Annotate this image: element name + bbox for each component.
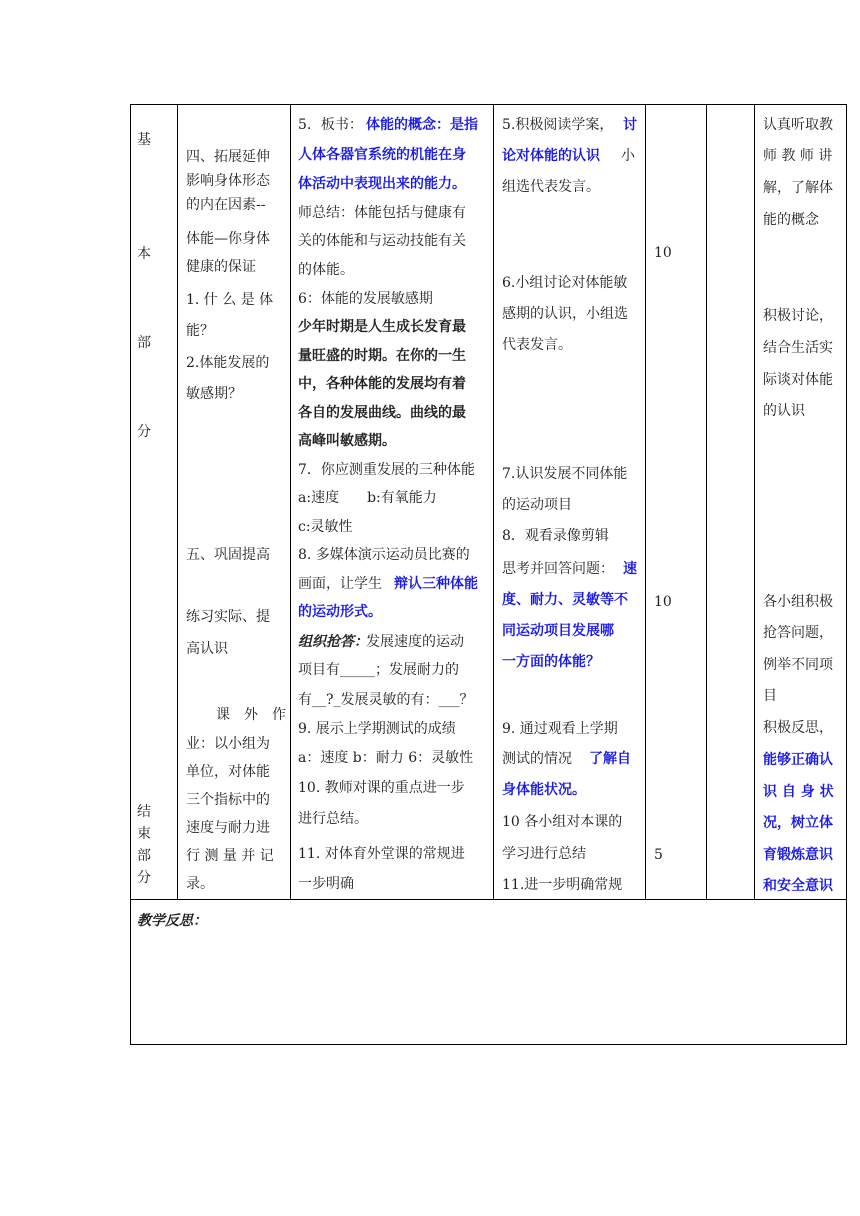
student-item8-highlight: 同运动项目发展哪 [502,623,614,639]
col-divider-5 [706,104,707,900]
student-item8-highlight: 速 [623,561,637,577]
section-char: 基 [137,132,151,148]
outcome-line: 能的概念 [763,212,819,228]
item6-text: 中，各种体能的发展均有着 [298,376,466,392]
homework-line: 速度与耐力进 [186,820,270,836]
outcome-highlight: 识 自 身 状 [763,784,834,800]
item7-text: 7．你应测重发展的三种体能 [298,462,475,478]
student-item5-highlight: 论对体能的认识 [502,148,600,164]
outcome-line: 的认识 [763,403,805,419]
item8-text: 8. 多媒体演示运动员比赛的 [298,547,470,563]
teacher-summary: 关的体能和与运动技能有关 [298,233,466,249]
item10-text: 进行总结。 [298,811,368,827]
student-item8: 思考并回答问题： [502,561,614,577]
item6-title: 6：体能的发展敏感期 [298,291,433,307]
student-item6: 代表发言。 [502,337,572,353]
section-char: 部 [137,848,151,864]
item10-text: 10. 教师对课的重点进一步 [298,780,465,796]
section-char: 部 [137,335,151,351]
outcome-highlight: 能够正确认 [763,752,833,768]
outcome-line: 抢答问题， [763,625,833,641]
item8-highlight: 的运动形式。 [298,604,382,620]
student-item8-highlight: 一方面的体能？ [502,654,600,670]
outcome-line: 解，了解体 [763,180,833,196]
student-item10: 10 各小组对本课的 [502,814,623,830]
section-char: 本 [137,246,151,262]
item7-text: c:灵敏性 [298,519,353,535]
outline-line: 的内在因素-- [186,197,266,213]
item6-text: 少年时期是人生成长发育最 [298,319,466,335]
student-item7: 的运动项目 [502,497,572,513]
reflection-label: 教学反思： [137,913,207,929]
quiz-text: 项目有_____；发展耐力的 [298,662,459,678]
item6-text: 各自的发展曲线。曲线的最 [298,405,466,421]
homework-line: 三个指标中的 [186,792,270,808]
student-item6: 6.小组讨论对体能敏 [502,275,628,291]
outline-line: 体能—你身体 [186,231,270,247]
outline-line: 影响身体形态 [186,173,270,189]
outcome-line: 积极反思， [763,720,833,736]
outline-line: 能？ [186,323,214,339]
outline-line: 敏感期？ [186,386,242,402]
col-divider-1 [177,104,178,900]
time-value: 10 [654,245,672,261]
time-value: 5 [654,847,663,863]
section-char: 结 [137,804,151,820]
outcome-line: 结合生活实 [763,340,833,356]
item11-text: 一步明确 [298,876,354,892]
time-value: 10 [654,594,672,610]
outline-line: 练习实际、提 [186,609,270,625]
quiz-text: 发展速度的运动 [366,634,464,650]
item6-text: 高峰叫敏感期。 [298,433,396,449]
item9-text: 9. 展示上学期测试的成绩 [298,721,456,737]
student-item9: 测试的情况 [502,751,572,767]
outcome-line: 认真听取教 [763,117,833,133]
table-border-left [130,104,131,1045]
homework-line: 行 测 量 并 记 [186,848,274,864]
item8-highlight: 辩认三种体能 [394,576,478,592]
teacher-summary: 师总结：体能包括与健康有 [298,205,466,221]
outcome-highlight: 和安全意识 [763,878,833,894]
outcome-line: 际谈对体能 [763,372,833,388]
student-item5: 组选代表发言。 [502,179,600,195]
student-item6: 感期的认识，小组选 [502,306,628,322]
item7-text: a:速度 b:有氧能力 [298,490,437,506]
outcome-line: 积极讨论， [763,308,833,324]
homework-line: 业：以小组为 [186,736,270,752]
item5-concept: 体能的概念：是指 [366,117,478,133]
item8-text: 画面，让学生 [298,576,382,592]
outcome-line: 例举不同项 [763,657,833,673]
col-divider-4 [645,104,646,900]
outcome-highlight: 育锻炼意识 [763,847,833,863]
table-border-top [130,104,847,105]
item11-text: 11. 对体育外堂课的常规进 [298,846,465,862]
item6-text: 量旺盛的时期。在你的一生 [298,348,466,364]
student-item5: 小 [621,148,635,164]
col-divider-6 [754,104,755,900]
student-item5: 5.积极阅读学案， [502,117,614,133]
outline-line: 高认识 [186,641,228,657]
student-item9: 9. 通过观看上学期 [502,721,618,737]
student-item5-highlight: 讨 [623,117,637,133]
outline-line: 健康的保证 [186,259,256,275]
outcome-line: 师 教 师 讲 [763,148,833,164]
outline-line: 2.体能发展的 [186,355,270,371]
section-char: 束 [137,826,151,842]
item5-concept: 体活动中表现出来的能力。 [298,176,466,192]
student-item11: 11.进一步明确常规 [502,877,623,893]
student-item7: 7.认识发展不同体能 [502,466,628,482]
homework-line: 录。 [186,876,214,892]
homework-line: 单位，对体能 [186,764,270,780]
quiz-label: 组织抢答： [298,634,368,650]
outcome-line: 各小组积极 [763,594,833,610]
item5-prefix: 5．板书： [298,117,363,133]
col-divider-3 [493,104,494,900]
outline-line: 1. 什 么 是 体 [186,292,274,308]
student-item8: 8．观看录像剪辑 [502,528,609,544]
teacher-summary: 的体能。 [298,262,354,278]
outcome-highlight: 况，树立体 [763,815,833,831]
table-border-right [846,104,847,1045]
student-item10: 学习进行总结 [502,846,586,862]
outline-section-title: 五、巩固提高 [186,547,270,563]
outcome-line: 目 [763,688,777,704]
section-char: 分 [137,870,151,886]
table-row-divider [130,899,847,900]
item9-text: a：速度 b：耐力 6：灵敏性 [298,750,474,766]
item5-concept: 人体各器官系统的机能在身 [298,147,466,163]
student-item9-highlight: 了解自 [589,751,631,767]
outline-line: 四、拓展延伸 [186,149,270,165]
section-char: 分 [137,424,151,440]
col-divider-2 [290,104,291,900]
quiz-text: 有__?_发展灵敏的有：___？ [298,692,474,708]
table-border-bottom [130,1044,847,1045]
homework-line: 课 外 作 [216,707,286,723]
student-item8-highlight: 度、耐力、灵敏等不 [502,592,628,608]
student-item9-highlight: 身体能状况。 [502,782,586,798]
